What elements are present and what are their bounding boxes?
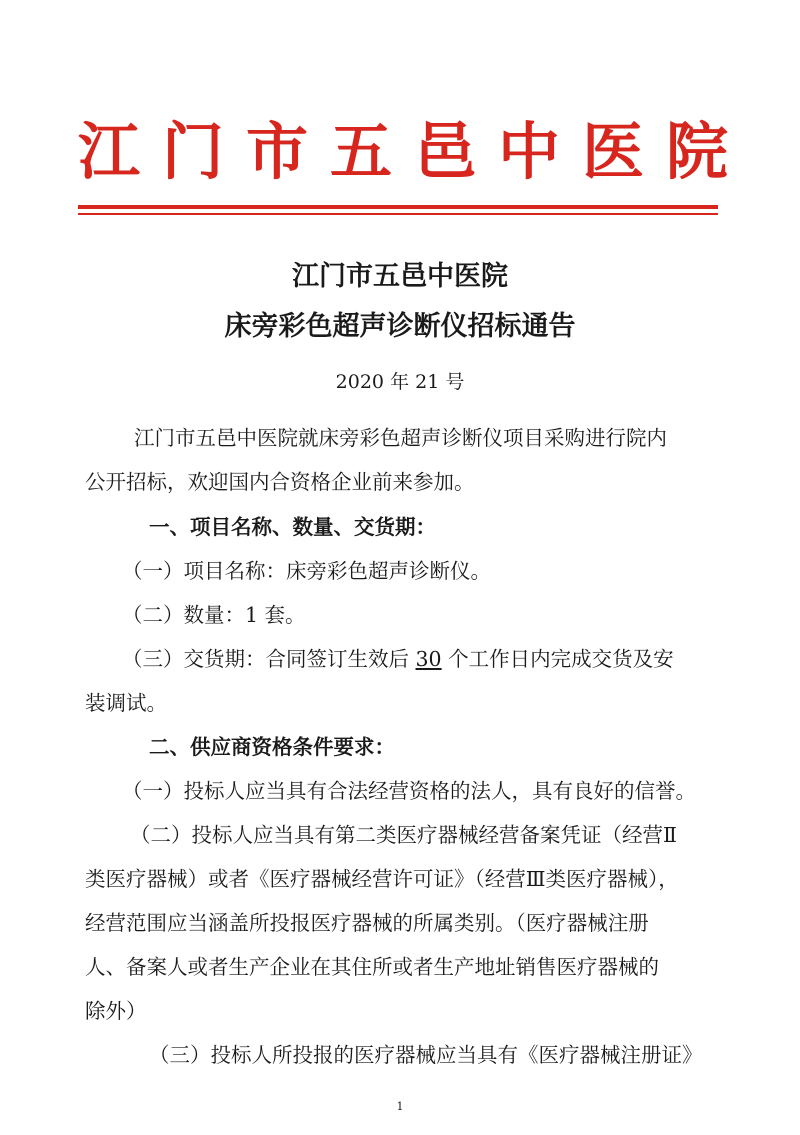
section2-item2-line3: 经营范围应当涵盖所投报医疗器械的所属类别。（医疗器械注册 — [85, 911, 649, 935]
section1-item3-prefix: （三）交货期：合同签订生效后 — [122, 647, 416, 671]
document-title-line1: 江门市五邑中医院 — [292, 261, 508, 292]
intro-line2: 公开招标，欢迎国内合资格企业前来参加。 — [85, 470, 475, 494]
letterhead-rule-thick — [78, 205, 718, 209]
section1-item3-suffix: 个工作日内完成交货及安 — [441, 647, 674, 671]
section1-item1: （一）项目名称：床旁彩色超声诊断仪。 — [122, 559, 491, 583]
delivery-days: 30 — [415, 647, 442, 671]
section2-item3-line1: （三）投标人所投报的医疗器械应当具有《医疗器械注册证》 — [149, 1043, 703, 1067]
section1-item3 — [122, 647, 674, 671]
section2-item2-line2: 类医疗器械）或者《医疗器械经营许可证》（经营Ⅲ类医疗器械）， — [85, 867, 679, 891]
document-title-line2: 床旁彩色超声诊断仪招标通告 — [224, 311, 576, 342]
document-number: 2020 年 21 号 — [335, 371, 465, 393]
section1-item2: （二）数量：1 套。 — [122, 603, 306, 627]
section2-item1: （一）投标人应当具有合法经营资格的法人，具有良好的信誉。 — [122, 779, 696, 803]
intro-line1: 江门市五邑中医院就床旁彩色超声诊断仪项目采购进行院内 — [134, 426, 667, 450]
section2-item2-line1: （二）投标人应当具有第二类医疗器械经营备案凭证（经营Ⅱ — [130, 823, 677, 847]
section1-heading: 一、项目名称、数量、交货期： — [149, 515, 436, 539]
page-number: 1 — [396, 1100, 404, 1113]
section1-item3-line2: 装调试。 — [85, 691, 167, 715]
section2-heading: 二、供应商资格条件要求： — [149, 735, 395, 759]
letterhead-rule-thin — [78, 213, 718, 215]
letterhead-title: 江门市五邑中医院 — [78, 115, 751, 188]
section2-item2-line4: 人、备案人或者生产企业在其住所或者生产地址销售医疗器械的 — [85, 955, 659, 979]
section2-item2-line5: 除外） — [85, 999, 147, 1023]
